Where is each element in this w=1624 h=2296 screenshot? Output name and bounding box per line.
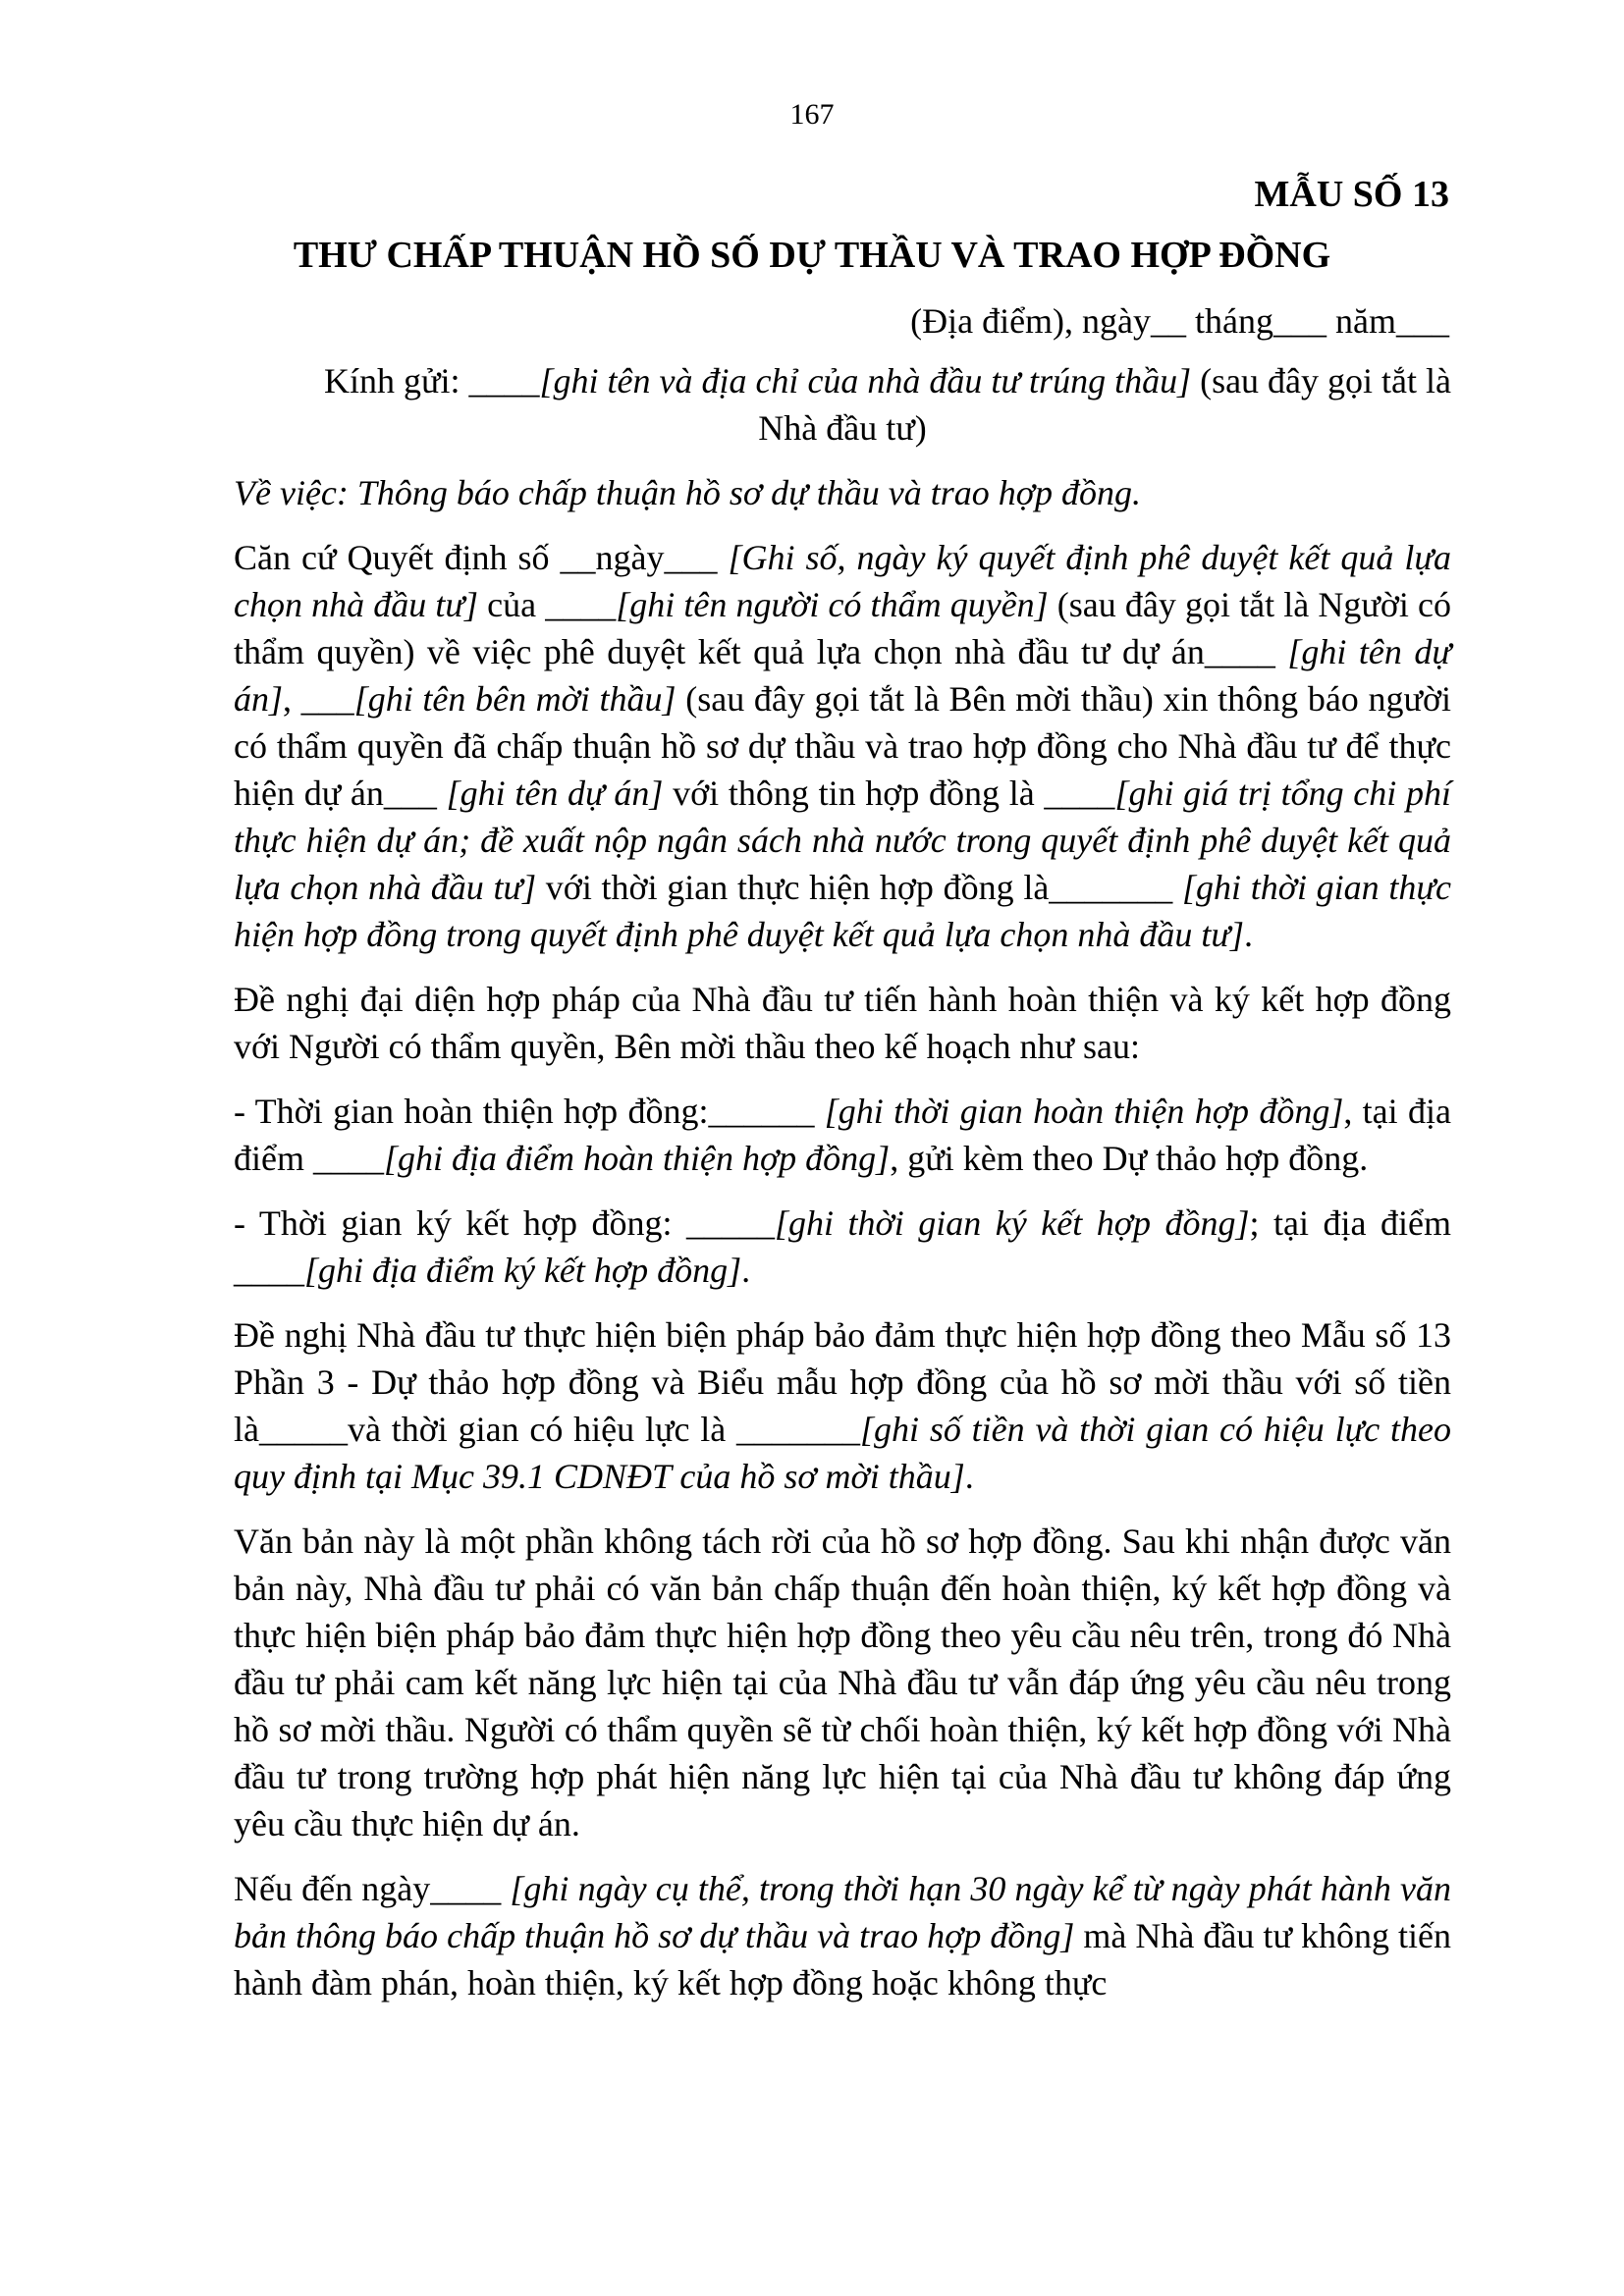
placeholder-run: [ghi tên người có thẩm quyền] [616, 585, 1049, 624]
text-run: - Thời gian ký kết hợp đồng: _____ [234, 1203, 775, 1243]
placeholder-run: [ghi tên dự án] [234, 632, 1451, 719]
recipient-placeholder: [ghi tên và địa chỉ của nhà đầu tư trúng thầu] [539, 361, 1192, 400]
letter-body [234, 357, 1451, 2024]
document-title: THƯ CHẤP THUẬN HỒ SỐ DỰ THẦU VÀ TRAO HỢP ĐỒNG [293, 235, 1331, 276]
placeholder-run: [Ghi số, ngày ký quyết định phê duyệt kết quả lựa chọn nhà đầu tư] [234, 538, 1451, 624]
place-date-line: (Địa điểm), ngày__ tháng___ năm___ [910, 301, 1449, 341]
placeholder-run: [ghi tên dự án] [446, 774, 664, 813]
form-number: MẪU SỐ 13 [1254, 174, 1449, 215]
placeholder-run: [ghi ngày cụ thể, trong thời hạn 30 ngày kể từ ngày phát hành văn bản thông báo chấp thuận hồ sơ dự thầu và trao hợp đồng] [234, 1869, 1452, 1955]
text-run: , ___ [283, 679, 354, 719]
text-run: với thông tin hợp đồng là ____ [663, 774, 1115, 813]
recipient-line-2: Nhà đầu tư) [758, 408, 927, 448]
placeholder-run: [ghi thời gian ký kết hợp đồng] [775, 1203, 1250, 1243]
text-run: , tại địa điểm ____ [234, 1092, 1451, 1178]
subject-line [234, 469, 1451, 516]
paragraph-guarantee [234, 1311, 1451, 1500]
recipient-suffix: (sau đây gọi tắt là [1191, 361, 1451, 400]
text-run: Căn cứ Quyết định số __ngày___ [234, 538, 729, 577]
text-run: . [741, 1251, 751, 1290]
text-run: mà Nhà đầu tư không tiến hành đàm phán, hoàn thiện, ký kết hợp đồng hoặc không thực [234, 1916, 1451, 2002]
text-run: . [1244, 915, 1253, 954]
text-run: (sau đây gọi tắt là Bên mời thầu) xin thông báo người có thẩm quyền đã chấp thuận hồ sơ dự thầu và trao hợp đồng cho Nhà đầu tư để thực hiện dự án___ [234, 679, 1452, 813]
subject-text: Về việc: Thông báo chấp thuận hồ sơ dự thầu và trao hợp đồng. [234, 473, 1141, 512]
recipient-line [234, 357, 1451, 452]
text-run: (sau đây gọi tắt là Người có thẩm quyền) về việc phê duyệt kết quả lựa chọn nhà đầu tư dự án____ [234, 585, 1451, 671]
placeholder-run: [ghi địa điểm hoàn thiện hợp đồng] [383, 1139, 891, 1178]
text-run: Đề nghị Nhà đầu tư thực hiện biện pháp bảo đảm thực hiện hợp đồng theo Mẫu số 13 Phần 3 - Dự thảo hợp đồng và Biểu mẫu hợp đồng của hồ sơ mời thầu với số tiền là_____và thời gian có hiệu lực là _______ [234, 1315, 1451, 1449]
paragraph-deadline [234, 1865, 1451, 2006]
paragraph-request: Đề nghị đại diện hợp pháp của Nhà đầu tư tiến hành hoàn thiện và ký kết hợp đồng với Người có thẩm quyền, Bên mời thầu theo kế hoạch như sau: [234, 980, 1451, 1066]
placeholder-run: [ghi tên bên mời thầu] [353, 679, 677, 719]
text-run: . [964, 1457, 974, 1496]
text-run: ; tại địa điểm ____ [234, 1203, 1451, 1290]
paragraph-signing-time [234, 1200, 1451, 1294]
placeholder-run: [ghi địa điểm ký kết hợp đồng] [304, 1251, 742, 1290]
paragraph-completion-time [234, 1088, 1451, 1182]
placeholder-run: [ghi thời gian thực hiện hợp đồng trong quyết định phê duyệt kết quả lựa chọn nhà đầu tư] [234, 868, 1451, 954]
text-run: với thời gian thực hiện hợp đồng là_______ [536, 868, 1183, 907]
recipient-prefix: Kính gửi: ____ [323, 361, 540, 400]
text-run: , gửi kèm theo Dự thảo hợp đồng. [890, 1139, 1369, 1178]
paragraph-decision [234, 534, 1451, 958]
text-run: của ____ [478, 585, 617, 624]
page-number: 167 [789, 98, 835, 131]
text-run: Nếu đến ngày____ [234, 1869, 511, 1908]
placeholder-run: [ghi số tiền và thời gian có hiệu lực theo quy định tại Mục 39.1 CDNĐT của hồ sơ mời thầu] [234, 1410, 1451, 1496]
text-run: - Thời gian hoàn thiện hợp đồng:______ [234, 1092, 825, 1131]
paragraph-contract-part: Văn bản này là một phần không tách rời của hồ sơ hợp đồng. Sau khi nhận được văn bản này, Nhà đầu tư phải có văn bản chấp thuận đến hoàn thiện, ký kết hợp đồng và thực hiện biện pháp bảo đảm thực hiện hợp đồng theo yêu cầu nêu trên, trong đó Nhà đầu tư phải cam kết năng lực hiện tại của Nhà đầu tư vẫn đáp ứng yêu cầu nêu trong hồ sơ mời thầu. Người có thẩm quyền sẽ từ chối hoàn thiện, ký kết hợp đồng với Nhà đầu tư trong trường hợp phát hiện năng lực hiện tại của Nhà đầu tư không đáp ứng yêu cầu thực hiện dự án. [234, 1522, 1451, 1843]
placeholder-run: [ghi thời gian hoàn thiện hợp đồng] [824, 1092, 1344, 1131]
placeholder-run: [ghi giá trị tổng chi phí thực hiện dự án; đề xuất nộp ngân sách nhà nước trong quyết định phê duyệt kết quả lựa chọn nhà đầu tư] [234, 774, 1452, 907]
